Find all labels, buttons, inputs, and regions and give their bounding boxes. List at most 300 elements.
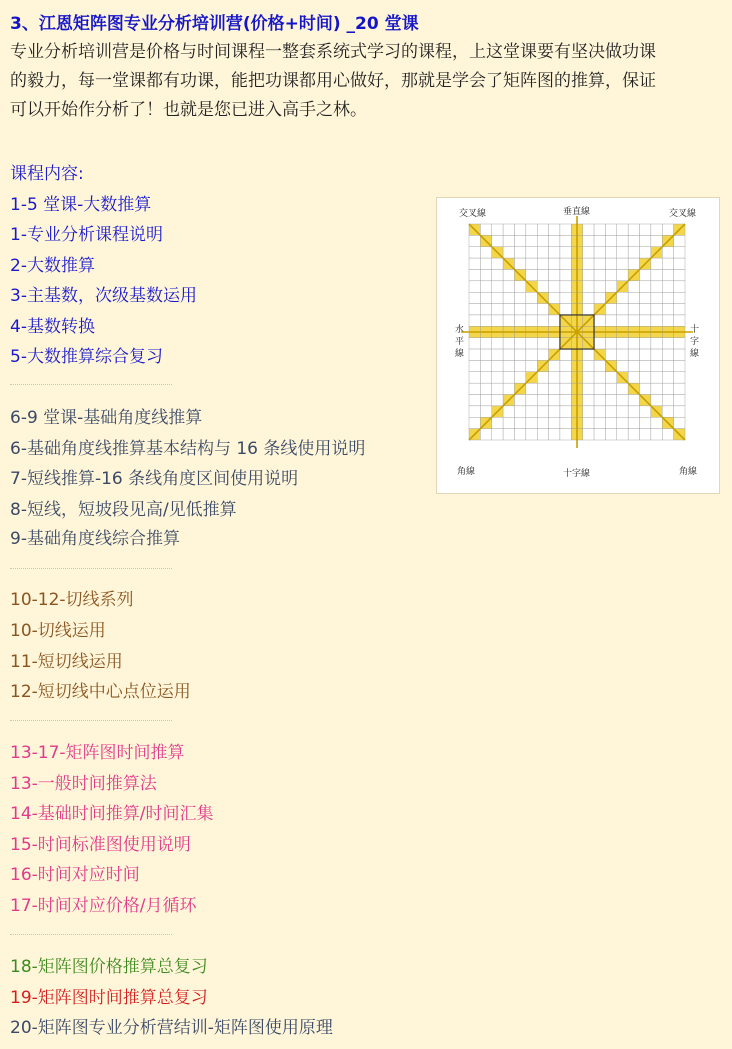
matrix-cell	[469, 372, 480, 383]
matrix-cell	[480, 349, 491, 360]
list-item: 12-短切线中心点位运用	[10, 682, 191, 702]
intro-line: 的毅力，每一堂课都有功课，能把功课都用心做好，那就是学会了矩阵图的推算，保证	[10, 71, 656, 91]
matrix-cell	[560, 235, 571, 246]
matrix-cell	[674, 360, 685, 371]
matrix-cell	[503, 372, 514, 383]
matrix-cell	[674, 281, 685, 292]
matrix-cell	[617, 417, 628, 428]
matrix-cell	[480, 406, 491, 417]
matrix-cell	[492, 224, 503, 235]
matrix-cell	[594, 395, 605, 406]
matrix-cell	[674, 417, 685, 428]
matrix-cell	[674, 247, 685, 258]
label-bottom-center: 十字線	[563, 469, 591, 479]
matrix-cell	[526, 338, 537, 349]
matrix-cell	[651, 372, 662, 383]
matrix-cell	[662, 315, 673, 326]
matrix-cell	[492, 269, 503, 280]
matrix-cell	[469, 269, 480, 280]
matrix-cell	[605, 395, 616, 406]
matrix-cell	[480, 292, 491, 303]
matrix-cell	[537, 224, 548, 235]
matrix-cell	[492, 349, 503, 360]
matrix-cell	[617, 315, 628, 326]
section-header-4: 13-17-矩阵图时间推算	[10, 743, 185, 763]
matrix-cell	[605, 224, 616, 235]
matrix-cell	[651, 349, 662, 360]
matrix-cell	[537, 338, 548, 349]
matrix-cell	[514, 258, 525, 269]
matrix-cell	[514, 247, 525, 258]
matrix-cell	[503, 281, 514, 292]
matrix-cell	[469, 304, 480, 315]
matrix-cell	[537, 315, 548, 326]
matrix-cell	[514, 360, 525, 371]
matrix-cell	[674, 383, 685, 394]
matrix-cell	[617, 269, 628, 280]
matrix-cell	[537, 258, 548, 269]
matrix-cell	[628, 395, 639, 406]
matrix-cell	[503, 292, 514, 303]
page-title: 3、江恩矩阵图专业分析培训营(价格+时间) _20 堂课	[10, 14, 419, 34]
matrix-cell	[662, 247, 673, 258]
matrix-cell	[480, 315, 491, 326]
matrix-cell	[674, 235, 685, 246]
matrix-cell	[526, 315, 537, 326]
matrix-cell	[469, 292, 480, 303]
matrix-cell	[469, 338, 480, 349]
matrix-cell	[662, 395, 673, 406]
matrix-cell	[560, 258, 571, 269]
label-right-2: 字	[690, 337, 700, 347]
matrix-cell	[560, 224, 571, 235]
matrix-cell	[640, 372, 651, 383]
matrix-cell	[662, 360, 673, 371]
matrix-cell	[480, 247, 491, 258]
matrix-cell	[480, 224, 491, 235]
label-top-center: 垂直線	[563, 207, 591, 217]
matrix-cell	[526, 304, 537, 315]
matrix-cell	[480, 383, 491, 394]
matrix-cell	[560, 372, 571, 383]
matrix-cell	[628, 338, 639, 349]
matrix-cell	[549, 395, 560, 406]
matrix-cell	[628, 258, 639, 269]
matrix-cell	[662, 292, 673, 303]
matrix-cell	[526, 258, 537, 269]
matrix-cell	[549, 258, 560, 269]
matrix-cell	[526, 247, 537, 258]
matrix-cell	[651, 292, 662, 303]
matrix-cell	[628, 349, 639, 360]
matrix-cell	[503, 247, 514, 258]
matrix-cell	[480, 258, 491, 269]
matrix-cell	[583, 406, 594, 417]
matrix-cell	[469, 247, 480, 258]
matrix-cell	[617, 360, 628, 371]
matrix-cell	[503, 269, 514, 280]
list-item: 7-短线推算-16 条线角度区间使用说明	[10, 469, 299, 489]
matrix-cell	[537, 429, 548, 440]
matrix-cell	[651, 315, 662, 326]
matrix-cell	[560, 395, 571, 406]
label-top-right: 交叉線	[669, 209, 697, 219]
matrix-cell	[503, 224, 514, 235]
matrix-cell	[469, 281, 480, 292]
list-item: 15-时间标准图使用说明	[10, 835, 191, 855]
gann-matrix-diagram	[437, 198, 719, 493]
list-item: 5-大数推算综合复习	[10, 347, 163, 367]
matrix-cell	[537, 349, 548, 360]
list-item: 4-基数转换	[10, 317, 95, 337]
matrix-cell	[560, 281, 571, 292]
matrix-cell	[594, 360, 605, 371]
matrix-cell	[549, 360, 560, 371]
matrix-cell	[583, 360, 594, 371]
list-item: 18-矩阵图价格推算总复习	[10, 957, 208, 977]
matrix-cell	[594, 224, 605, 235]
matrix-cell	[651, 235, 662, 246]
matrix-cell	[526, 292, 537, 303]
matrix-cell	[628, 224, 639, 235]
gann-matrix-figure	[436, 197, 720, 494]
matrix-cell	[640, 304, 651, 315]
matrix-cell	[617, 292, 628, 303]
matrix-cell	[492, 281, 503, 292]
matrix-cell	[651, 258, 662, 269]
matrix-cell	[640, 315, 651, 326]
label-left-3: 線	[455, 349, 465, 359]
matrix-cell	[662, 258, 673, 269]
matrix-cell	[480, 429, 491, 440]
matrix-cell	[594, 429, 605, 440]
matrix-cell	[594, 372, 605, 383]
list-item: 3-主基数，次级基数运用	[10, 286, 197, 306]
matrix-cell	[560, 247, 571, 258]
matrix-cell	[605, 372, 616, 383]
matrix-cell	[640, 235, 651, 246]
matrix-cell	[480, 281, 491, 292]
matrix-cell	[514, 429, 525, 440]
matrix-cell	[662, 224, 673, 235]
matrix-cell	[537, 383, 548, 394]
matrix-cell	[605, 247, 616, 258]
matrix-cell	[617, 338, 628, 349]
matrix-cell	[537, 395, 548, 406]
matrix-cell	[651, 383, 662, 394]
matrix-cell	[594, 338, 605, 349]
matrix-cell	[583, 292, 594, 303]
matrix-cell	[605, 338, 616, 349]
matrix-cell	[605, 315, 616, 326]
label-left-1: 水	[455, 325, 465, 335]
course-heading: 课程内容:	[10, 164, 84, 184]
matrix-cell	[651, 395, 662, 406]
matrix-cell	[640, 349, 651, 360]
matrix-cell	[503, 315, 514, 326]
list-item: 8-短线，短坡段见高/见低推算	[10, 500, 237, 520]
matrix-cell	[651, 429, 662, 440]
divider	[10, 384, 172, 385]
matrix-cell	[514, 338, 525, 349]
list-item: 6-基础角度线推算基本结构与 16 条线使用说明	[10, 439, 366, 459]
matrix-cell	[674, 372, 685, 383]
matrix-cell	[617, 224, 628, 235]
divider	[10, 720, 172, 721]
matrix-cell	[514, 224, 525, 235]
matrix-cell	[628, 235, 639, 246]
matrix-cell	[662, 372, 673, 383]
matrix-cell	[583, 269, 594, 280]
matrix-cell	[674, 304, 685, 315]
matrix-cell	[674, 292, 685, 303]
matrix-cell	[549, 235, 560, 246]
matrix-cell	[594, 269, 605, 280]
matrix-cell	[640, 360, 651, 371]
matrix-cell	[617, 395, 628, 406]
matrix-cell	[503, 235, 514, 246]
matrix-cell	[628, 372, 639, 383]
list-item: 19-矩阵图时间推算总复习	[10, 988, 208, 1008]
matrix-cell	[640, 281, 651, 292]
matrix-cell	[526, 383, 537, 394]
matrix-cell	[514, 349, 525, 360]
matrix-cell	[560, 269, 571, 280]
list-item: 11-短切线运用	[10, 652, 123, 672]
matrix-cell	[549, 269, 560, 280]
matrix-cell	[594, 315, 605, 326]
matrix-cell	[469, 383, 480, 394]
matrix-cell	[549, 247, 560, 258]
matrix-cell	[492, 417, 503, 428]
matrix-cell	[469, 417, 480, 428]
matrix-cell	[503, 360, 514, 371]
matrix-cell	[594, 281, 605, 292]
matrix-cell	[480, 395, 491, 406]
matrix-cell	[514, 281, 525, 292]
matrix-cell	[514, 235, 525, 246]
matrix-cell	[492, 292, 503, 303]
matrix-grid	[461, 216, 693, 448]
matrix-cell	[628, 417, 639, 428]
matrix-cell	[583, 372, 594, 383]
label-left-2: 平	[455, 337, 465, 347]
label-bottom-right: 角線	[679, 467, 698, 477]
matrix-cell	[492, 235, 503, 246]
matrix-cell	[640, 292, 651, 303]
matrix-cell	[514, 315, 525, 326]
matrix-cell	[514, 304, 525, 315]
matrix-cell	[651, 417, 662, 428]
matrix-cell	[480, 338, 491, 349]
matrix-cell	[480, 360, 491, 371]
matrix-cell	[537, 281, 548, 292]
matrix-cell	[560, 304, 571, 315]
matrix-cell	[662, 349, 673, 360]
matrix-cell	[651, 304, 662, 315]
matrix-cell	[617, 383, 628, 394]
matrix-cell	[617, 406, 628, 417]
matrix-cell	[492, 372, 503, 383]
matrix-cell	[503, 417, 514, 428]
list-item: 16-时间对应时间	[10, 865, 140, 885]
intro-paragraph	[10, 38, 722, 125]
matrix-cell	[617, 247, 628, 258]
matrix-cell	[549, 315, 560, 326]
list-item: 17-时间对应价格/月循环	[10, 896, 197, 916]
matrix-cell	[537, 417, 548, 428]
matrix-cell	[583, 395, 594, 406]
matrix-cell	[492, 395, 503, 406]
matrix-cell	[514, 372, 525, 383]
matrix-cell	[469, 360, 480, 371]
matrix-cell	[469, 395, 480, 406]
list-item: 10-切线运用	[10, 621, 106, 641]
matrix-cell	[503, 429, 514, 440]
matrix-cell	[492, 360, 503, 371]
matrix-cell	[492, 258, 503, 269]
matrix-cell	[549, 429, 560, 440]
matrix-cell	[583, 383, 594, 394]
matrix-cell	[594, 292, 605, 303]
matrix-cell	[526, 269, 537, 280]
matrix-cell	[549, 383, 560, 394]
matrix-cell	[605, 258, 616, 269]
matrix-cell	[503, 406, 514, 417]
divider	[10, 934, 172, 935]
matrix-cell	[640, 269, 651, 280]
matrix-cell	[617, 235, 628, 246]
matrix-cell	[480, 304, 491, 315]
matrix-cell	[651, 281, 662, 292]
matrix-cell	[537, 269, 548, 280]
matrix-cell	[526, 349, 537, 360]
matrix-cell	[549, 292, 560, 303]
section-header-3: 10-12-切线系列	[10, 590, 134, 610]
matrix-cell	[605, 235, 616, 246]
matrix-cell	[651, 338, 662, 349]
matrix-cell	[605, 406, 616, 417]
matrix-cell	[594, 417, 605, 428]
matrix-cell	[640, 247, 651, 258]
label-right-1: 十	[690, 325, 700, 335]
matrix-cell	[605, 417, 616, 428]
matrix-cell	[594, 406, 605, 417]
matrix-cell	[662, 338, 673, 349]
matrix-cell	[605, 281, 616, 292]
matrix-cell	[549, 372, 560, 383]
matrix-cell	[492, 338, 503, 349]
matrix-cell	[514, 292, 525, 303]
matrix-cell	[560, 349, 571, 360]
matrix-cell	[480, 372, 491, 383]
list-item: 9-基础角度线综合推算	[10, 529, 180, 549]
matrix-cell	[640, 338, 651, 349]
matrix-cell	[526, 224, 537, 235]
matrix-cell	[594, 258, 605, 269]
matrix-cell	[617, 258, 628, 269]
matrix-cell	[640, 383, 651, 394]
matrix-cell	[537, 235, 548, 246]
matrix-cell	[605, 304, 616, 315]
matrix-cell	[514, 395, 525, 406]
matrix-cell	[514, 417, 525, 428]
matrix-cell	[583, 281, 594, 292]
label-bottom-left: 角線	[457, 467, 476, 477]
list-item: 13-一般时间推算法	[10, 774, 157, 794]
matrix-cell	[526, 406, 537, 417]
matrix-cell	[594, 383, 605, 394]
matrix-cell	[662, 383, 673, 394]
matrix-cell	[480, 269, 491, 280]
matrix-cell	[526, 360, 537, 371]
matrix-cell	[469, 406, 480, 417]
matrix-cell	[662, 281, 673, 292]
matrix-cell	[469, 349, 480, 360]
list-item: 20-矩阵图专业分析营结训-矩阵图使用原理	[10, 1018, 333, 1038]
matrix-cell	[674, 338, 685, 349]
matrix-cell	[662, 269, 673, 280]
matrix-cell	[674, 269, 685, 280]
matrix-cell	[537, 304, 548, 315]
matrix-cell	[628, 315, 639, 326]
matrix-cell	[617, 429, 628, 440]
matrix-cell	[605, 349, 616, 360]
matrix-cell	[605, 429, 616, 440]
matrix-cell	[537, 372, 548, 383]
list-item: 1-专业分析课程说明	[10, 225, 163, 245]
matrix-cell	[526, 235, 537, 246]
matrix-cell	[628, 304, 639, 315]
matrix-cell	[605, 269, 616, 280]
matrix-cell	[526, 429, 537, 440]
matrix-cell	[651, 360, 662, 371]
divider	[10, 568, 172, 569]
matrix-cell	[560, 417, 571, 428]
matrix-cell	[617, 349, 628, 360]
matrix-cell	[549, 338, 560, 349]
matrix-cell	[537, 406, 548, 417]
matrix-cell	[628, 406, 639, 417]
matrix-cell	[583, 224, 594, 235]
matrix-cell	[503, 338, 514, 349]
matrix-cell	[594, 235, 605, 246]
matrix-cell	[628, 360, 639, 371]
matrix-cell	[469, 258, 480, 269]
matrix-cell	[628, 292, 639, 303]
matrix-cell	[583, 247, 594, 258]
matrix-cell	[640, 417, 651, 428]
matrix-cell	[549, 406, 560, 417]
matrix-cell	[503, 304, 514, 315]
matrix-cell	[583, 258, 594, 269]
matrix-cell	[628, 281, 639, 292]
matrix-cell	[560, 429, 571, 440]
matrix-cell	[628, 429, 639, 440]
matrix-cell	[640, 406, 651, 417]
label-top-left: 交叉線	[459, 209, 487, 219]
section-header-1: 1-5 堂课-大数推算	[10, 195, 152, 215]
matrix-cell	[560, 292, 571, 303]
matrix-cell	[594, 247, 605, 258]
matrix-cell	[605, 383, 616, 394]
matrix-cell	[583, 304, 594, 315]
intro-line: 专业分析培训营是价格与时间课程一整套系统式学习的课程，上这堂课要有坚决做功课	[10, 42, 656, 62]
matrix-cell	[560, 360, 571, 371]
matrix-cell	[583, 235, 594, 246]
matrix-cell	[628, 247, 639, 258]
matrix-cell	[674, 406, 685, 417]
